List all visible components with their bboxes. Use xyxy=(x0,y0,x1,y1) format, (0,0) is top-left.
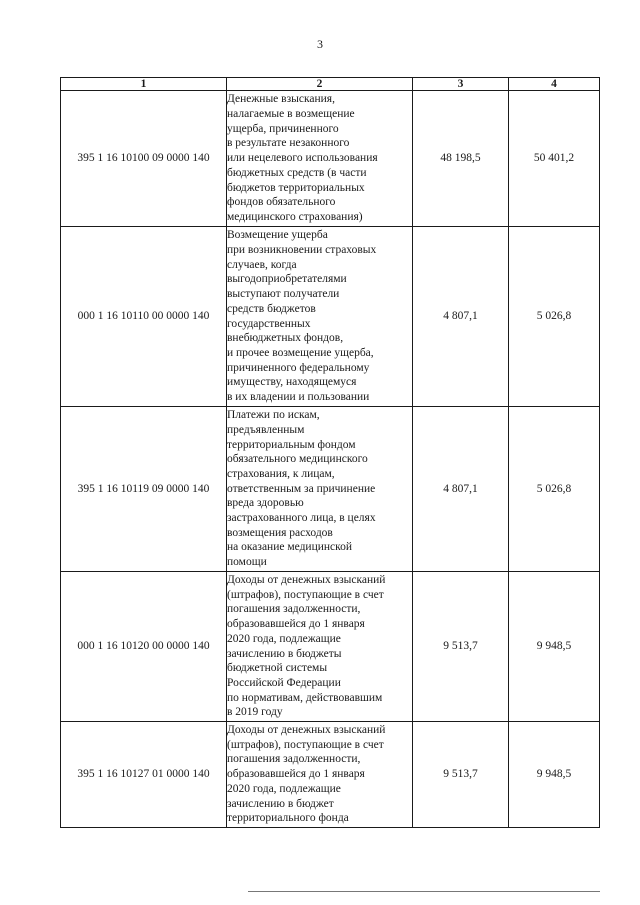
amount-column-3-cell: 4 807,1 xyxy=(413,227,509,407)
amount-column-3-cell: 48 198,5 xyxy=(413,91,509,227)
table-row xyxy=(61,407,600,572)
amount-column-4-cell: 9 948,5 xyxy=(509,722,600,828)
amount-column-4-cell: 9 948,5 xyxy=(509,572,600,722)
table-row xyxy=(61,572,600,722)
column-header-3: 3 xyxy=(413,78,509,91)
table-row xyxy=(61,722,600,828)
classification-code-cell: 000 1 16 10110 00 0000 140 xyxy=(61,227,227,407)
column-header-4: 4 xyxy=(509,78,600,91)
income-description-cell: Доходы от денежных взысканий (штрафов), поступающие в счет погашения задолженности, образовавшейся до 1 января 2020 года, подлежащие зачислению в бюджеты бюджетной системы Российской Федерации по нормативам, действовавшим в 2019 году xyxy=(227,572,413,722)
amount-column-4-cell: 50 401,2 xyxy=(509,91,600,227)
classification-code-cell: 395 1 16 10127 01 0000 140 xyxy=(61,722,227,828)
classification-code-cell: 395 1 16 10119 09 0000 140 xyxy=(61,407,227,572)
table-row xyxy=(61,91,600,227)
table-row xyxy=(61,227,600,407)
income-description-cell: Денежные взыскания, налагаемые в возмещение ущерба, причиненного в результате незаконного или нецелевого использования бюджетных средств (в части бюджетов территориальных фондов обязательного медицинского страхования) xyxy=(227,91,413,227)
amount-column-4-cell: 5 026,8 xyxy=(509,227,600,407)
classification-code-cell: 395 1 16 10100 09 0000 140 xyxy=(61,91,227,227)
table-header-row xyxy=(61,78,600,91)
classification-code-cell: 000 1 16 10120 00 0000 140 xyxy=(61,572,227,722)
income-description-cell: Доходы от денежных взысканий (штрафов), поступающие в счет погашения задолженности, образовавшейся до 1 января 2020 года, подлежащие зачислению в бюджет территориального фонда xyxy=(227,722,413,828)
amount-column-4-cell: 5 026,8 xyxy=(509,407,600,572)
page-number: 3 xyxy=(317,37,323,51)
amount-column-3-cell: 9 513,7 xyxy=(413,722,509,828)
budget-revenue-table xyxy=(60,77,600,828)
column-header-2: 2 xyxy=(227,78,413,91)
income-description-cell: Платежи по искам, предъявленным территориальным фондом обязательного медицинского страхования, к лицам, ответственным за причинение вреда здоровью застрахованного лица, в целях возмещения расходов на оказание медицинской помощи xyxy=(227,407,413,572)
column-header-1: 1 xyxy=(61,78,227,91)
bottom-rule-line xyxy=(248,891,600,892)
amount-column-3-cell: 4 807,1 xyxy=(413,407,509,572)
income-description-cell: Возмещение ущерба при возникновении страховых случаев, когда выгодоприобретателями выступают получатели средств бюджетов государственных внебюджетных фондов, и прочее возмещение ущерба, причиненного федеральному имуществу, находящемуся в их владении и пользовании xyxy=(227,227,413,407)
amount-column-3-cell: 9 513,7 xyxy=(413,572,509,722)
